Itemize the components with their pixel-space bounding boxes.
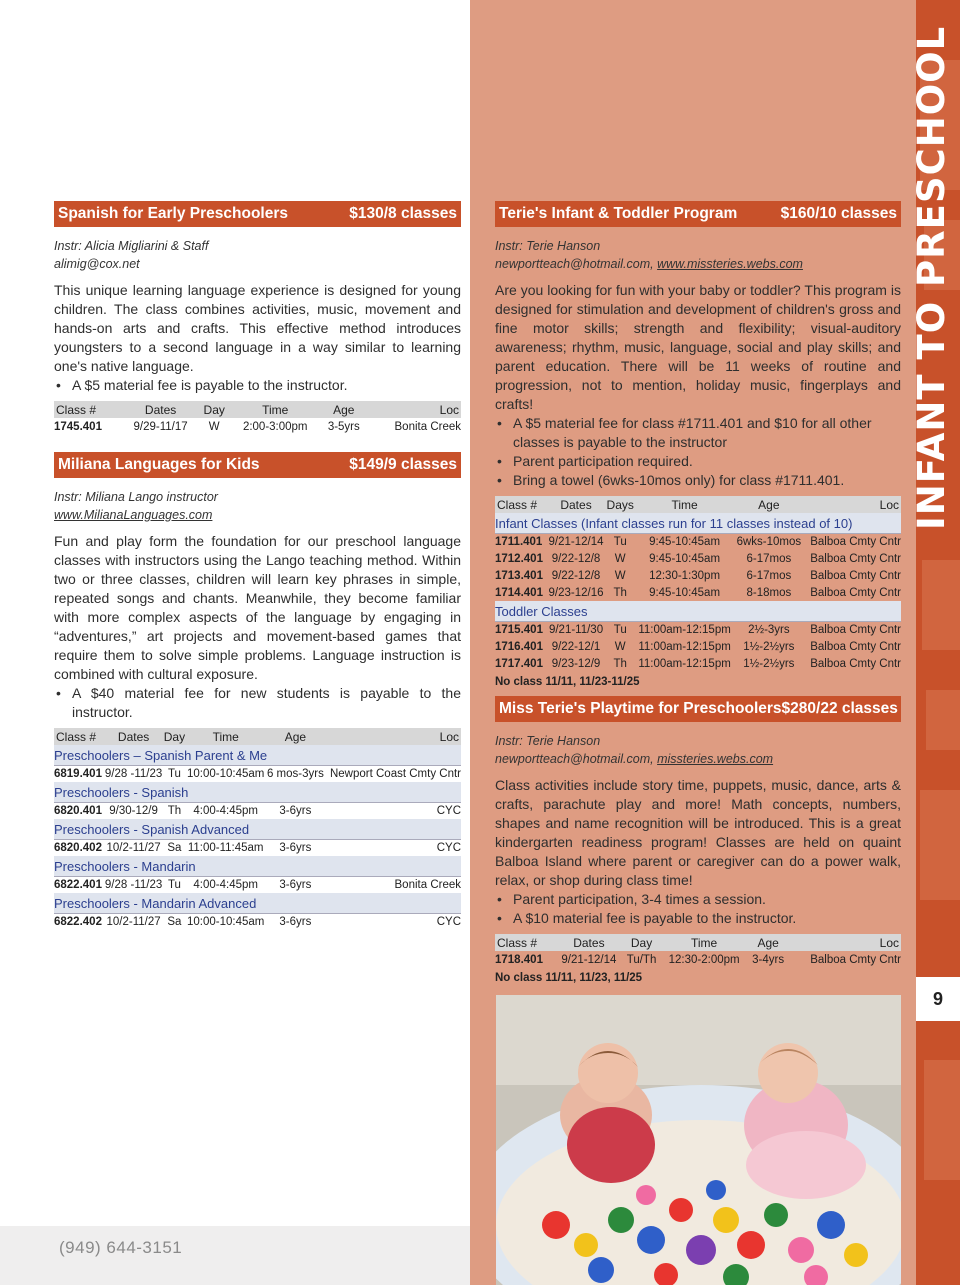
day: Th xyxy=(167,804,182,817)
terie-bullets xyxy=(495,414,901,490)
age: 6-17mos xyxy=(746,552,792,565)
terie-bullet: • A $5 material fee for class #1711.401 and $10 for all other classes is payable to the instructor xyxy=(495,414,901,452)
table-row xyxy=(495,655,901,672)
dates: 9/28 -11/23 xyxy=(104,878,163,891)
col-time: Time xyxy=(635,496,734,513)
day: Sa xyxy=(167,841,182,854)
location: Balboa Cmty Cntr xyxy=(810,623,901,636)
class-number: 1716.401 xyxy=(495,640,543,653)
class-number: 1711.401 xyxy=(495,535,543,548)
day: Tu xyxy=(613,623,627,636)
terie-description: Are you looking for fun with your baby or toddler? This program is designed for stimulation and development of children's gross and fine motor skills; strength and flexibility; visual-auditory awareness; rhythm, music, language, social and play skills; and parent education. There will be 11 weeks of routine and progression, not to mention, holiday music, fingerplays and crafts! xyxy=(495,282,901,412)
miliana-instructor: Instr: Miliana Lango instructor xyxy=(54,490,218,504)
dates: 10/2-11/27 xyxy=(106,841,161,854)
playtime-header xyxy=(495,696,901,722)
dates: 9/23-12/9 xyxy=(551,657,601,670)
spanish-price: $130/8 classes xyxy=(349,205,457,222)
table-row xyxy=(54,876,461,893)
spanish-schedule xyxy=(54,401,461,435)
class-number: 6822.401 xyxy=(54,878,102,891)
playtime-section xyxy=(495,696,901,984)
time: 11:00am-12:15pm xyxy=(638,623,731,636)
terie-email[interactable]: newportteach@hotmail.com, xyxy=(495,257,654,271)
class-number: 6819.401 xyxy=(54,767,102,780)
time: 11:00am-12:15pm xyxy=(638,640,731,653)
col-loc: Loc xyxy=(366,401,461,418)
day: Sa xyxy=(167,915,182,928)
day: W xyxy=(614,640,626,653)
location: Newport Coast Cmty Cntr xyxy=(329,767,461,780)
playtime-description: Class activities include story time, puppets, music, dance, arts & crafts, parachute play and more! Math concepts, numbers, shapes and name recognition will be introduced. This is a great kindergarten readiness program! Classes are held on quaint Balboa Island where parent or caregiver can do a power walk, relax, or shop during class time! xyxy=(495,777,901,888)
col-class: Class # xyxy=(54,401,122,418)
playtime-bullets xyxy=(495,890,901,928)
age: 3-5yrs xyxy=(327,420,360,433)
group-heading: Preschoolers - Mandarin xyxy=(54,856,461,876)
time: 11:00-11:45am xyxy=(187,841,264,854)
spanish-bullet: • A $5 material fee is payable to the instructor. xyxy=(54,376,461,395)
miliana-bullet: • A $40 material fee for new students is payable to the instructor. xyxy=(54,684,461,722)
footer-phone: (949) 644-3151 xyxy=(59,1238,183,1257)
location: Balboa Cmty Cntr xyxy=(810,535,901,548)
table-row xyxy=(54,802,461,819)
location: Balboa Cmty Cntr xyxy=(810,953,901,966)
age: 3-6yrs xyxy=(279,915,312,928)
playtime-instructor-block xyxy=(495,732,901,768)
col-dates: Dates xyxy=(555,934,623,951)
day: W xyxy=(614,569,626,582)
table-row xyxy=(54,839,461,856)
group-heading: Preschoolers - Spanish Advanced xyxy=(54,819,461,839)
table-row xyxy=(495,584,901,601)
age: 3-6yrs xyxy=(279,804,312,817)
terie-contact xyxy=(495,255,901,273)
playtime-title: Miss Terie's Playtime for Preschoolers xyxy=(499,700,782,717)
col-time: Time xyxy=(229,401,321,418)
dates: 9/22-12/1 xyxy=(551,640,601,653)
col-dates: Dates xyxy=(547,496,606,513)
table-row xyxy=(495,621,901,638)
dates: 9/30-12/9 xyxy=(109,804,158,817)
spanish-title: Spanish for Early Preschoolers xyxy=(58,205,289,222)
terie-header xyxy=(495,201,901,227)
col-day: Day xyxy=(623,934,660,951)
miliana-header xyxy=(54,452,461,478)
class-number: 1745.401 xyxy=(54,420,102,433)
group-heading: Infant Classes (Infant classes run for 11 classes instead of 10) xyxy=(495,513,901,533)
spanish-section xyxy=(54,201,461,435)
col-days: Days xyxy=(606,497,634,512)
terie-section xyxy=(495,201,901,688)
day: Th xyxy=(613,586,627,599)
day: W xyxy=(208,420,220,433)
time: 9:45-10:45am xyxy=(649,586,721,599)
class-number: 6820.401 xyxy=(54,804,102,817)
class-number: 1714.401 xyxy=(495,586,543,599)
col-age: Age xyxy=(321,401,366,418)
location: Balboa Cmty Cntr xyxy=(810,569,901,582)
col-loc: Loc xyxy=(325,728,461,745)
dates: 9/21-12/14 xyxy=(548,535,604,548)
time: 12:30-2:00pm xyxy=(668,953,740,966)
age: 3-6yrs xyxy=(279,841,312,854)
group-heading: Preschoolers - Mandarin Advanced xyxy=(54,893,461,913)
spanish-instructor-block xyxy=(54,237,461,273)
day: Tu xyxy=(613,535,627,548)
day: W xyxy=(614,552,626,565)
table-row xyxy=(495,638,901,655)
dates: 9/28 -11/23 xyxy=(104,767,163,780)
dates: 9/23-12/16 xyxy=(548,586,604,599)
table-row xyxy=(54,418,461,435)
playtime-website-link[interactable]: missteries.webs.com xyxy=(657,752,774,766)
playtime-instructor: Instr: Terie Hanson xyxy=(495,734,601,748)
time: 11:00am-12:15pm xyxy=(638,657,731,670)
dates: 10/2-11/27 xyxy=(106,915,161,928)
age: 6 mos-3yrs xyxy=(266,767,324,780)
miliana-instructor-block xyxy=(54,488,461,524)
class-number: 6822.402 xyxy=(54,915,102,928)
terie-website-link[interactable]: www.missteries.webs.com xyxy=(657,257,803,271)
miliana-description: Fun and play form the foundation for our preschool language classes with instructors using the Lango teaching method. Within two or three classes, children will learn key phrases in simple, repeated songs and chants. Meanwhile, they become familiar with more complex aspects of the language by engaging in “adventures,” art projects and movement-based games that require them to solve simple problems. Language instruction is combined with cultural exposure. xyxy=(54,533,461,682)
class-number: 1718.401 xyxy=(495,953,543,966)
col-class: Class # xyxy=(495,934,555,951)
age: 3-6yrs xyxy=(279,878,312,891)
age: 3-4yrs xyxy=(752,953,785,966)
time: 10:00-10:45am xyxy=(187,767,265,780)
spanish-bullets xyxy=(54,376,461,395)
location: Bonita Creek xyxy=(394,420,461,433)
terie-price: $160/10 classes xyxy=(780,205,897,222)
col-time: Time xyxy=(660,934,748,951)
miliana-schedule xyxy=(54,728,461,930)
col-day: Day xyxy=(199,401,229,418)
group-heading: Toddler Classes xyxy=(495,601,901,621)
miliana-website-link[interactable]: www.MilianaLanguages.com xyxy=(54,508,213,522)
age: 2½-3yrs xyxy=(748,623,790,636)
miliana-section xyxy=(54,452,461,930)
col-dates: Dates xyxy=(104,728,164,745)
dates: 9/22-12/8 xyxy=(551,569,601,582)
class-number: 1715.401 xyxy=(495,623,543,636)
dates: 9/22-12/8 xyxy=(551,552,601,565)
terie-no-class-note: No class 11/11, 11/23-11/25 xyxy=(495,676,640,688)
col-class: Class # xyxy=(54,728,104,745)
location: Balboa Cmty Cntr xyxy=(810,657,901,670)
time: 10:00-10:45am xyxy=(187,915,265,928)
table-row xyxy=(54,765,461,782)
day: Th xyxy=(613,657,627,670)
group-heading: Preschoolers – Spanish Parent & Me xyxy=(54,745,461,765)
time: 9:45-10:45am xyxy=(649,552,721,565)
babies-photo xyxy=(496,995,901,1285)
section-title-vertical: INFANT TO PRESCHOOL xyxy=(910,25,953,530)
babies-illustration xyxy=(496,995,901,1285)
location: Balboa Cmty Cntr xyxy=(810,552,901,565)
table-row xyxy=(495,951,901,968)
time: 4:00-4:45pm xyxy=(193,878,258,891)
dates: 9/29-11/17 xyxy=(133,420,188,433)
playtime-contact xyxy=(495,750,901,768)
spanish-contact[interactable]: alimig@cox.net xyxy=(54,257,140,271)
terie-bullet: • Bring a towel (6wks-10mos only) for class #1711.401. xyxy=(495,471,901,490)
location: CYC xyxy=(436,804,461,817)
playtime-price: $280/22 classes xyxy=(781,700,898,717)
col-dates: Dates xyxy=(122,401,199,418)
playtime-bullet: • Parent participation, 3-4 times a session. xyxy=(495,890,901,909)
terie-bullet: • Parent participation required. xyxy=(495,452,901,471)
col-loc: Loc xyxy=(804,496,901,513)
location: CYC xyxy=(436,915,461,928)
class-number: 1717.401 xyxy=(495,657,543,670)
col-age: Age xyxy=(734,496,803,513)
table-row xyxy=(495,533,901,550)
table-row xyxy=(54,913,461,930)
col-age: Age xyxy=(266,728,325,745)
playtime-email[interactable]: newportteach@hotmail.com, xyxy=(495,752,654,766)
day: Tu xyxy=(167,767,181,780)
time: 4:00-4:45pm xyxy=(193,804,258,817)
group-heading: Preschoolers - Spanish xyxy=(54,782,461,802)
location: CYC xyxy=(436,841,461,854)
time: 12:30-1:30pm xyxy=(649,569,721,582)
col-class: Class # xyxy=(495,496,547,513)
dates: 9/21-12/14 xyxy=(561,953,617,966)
spanish-header xyxy=(54,201,461,227)
table-row xyxy=(495,550,901,567)
age: 1½-2½yrs xyxy=(743,640,795,653)
spanish-instructor: Instr: Alicia Migliarini & Staff xyxy=(54,239,209,253)
time: 2:00-3:00pm xyxy=(242,420,308,433)
terie-schedule xyxy=(495,496,901,672)
class-number: 1713.401 xyxy=(495,569,543,582)
day: Tu/Th xyxy=(626,953,657,966)
playtime-bullet: • A $10 material fee is payable to the instructor. xyxy=(495,909,901,928)
terie-title: Terie's Infant & Toddler Program xyxy=(499,205,738,222)
miliana-bullets xyxy=(54,684,461,722)
terie-instructor: Instr: Terie Hanson xyxy=(495,239,601,253)
day: Tu xyxy=(167,878,181,891)
location: Balboa Cmty Cntr xyxy=(810,640,901,653)
col-loc: Loc xyxy=(788,934,901,951)
col-time: Time xyxy=(186,728,266,745)
age: 6-17mos xyxy=(746,569,792,582)
terie-instructor-block xyxy=(495,237,901,273)
class-number: 1712.401 xyxy=(495,552,543,565)
miliana-title: Miliana Languages for Kids xyxy=(58,456,260,473)
spanish-description: This unique learning language experience is designed for young children. The class combines activities, music, movement and hands-on arts and crafts. This effective method introduces youngsters to a second language in a way similar to learning one's native language. xyxy=(54,282,461,374)
col-day: Day xyxy=(163,729,186,744)
age: 1½-2½yrs xyxy=(743,657,795,670)
age: 6wks-10mos xyxy=(736,535,802,548)
table-row xyxy=(495,567,901,584)
dates: 9/21-11/30 xyxy=(548,623,604,636)
location: Balboa Cmty Cntr xyxy=(810,586,901,599)
page-number: 9 xyxy=(916,977,960,1021)
location: Bonita Creek xyxy=(394,878,461,891)
age: 8-18mos xyxy=(746,586,792,599)
playtime-no-class-note: No class 11/11, 11/23, 11/25 xyxy=(495,972,643,984)
time: 9:45-10:45am xyxy=(649,535,721,548)
playtime-schedule xyxy=(495,934,901,968)
col-age: Age xyxy=(748,934,788,951)
miliana-price: $149/9 classes xyxy=(349,456,457,473)
class-number: 6820.402 xyxy=(54,841,102,854)
